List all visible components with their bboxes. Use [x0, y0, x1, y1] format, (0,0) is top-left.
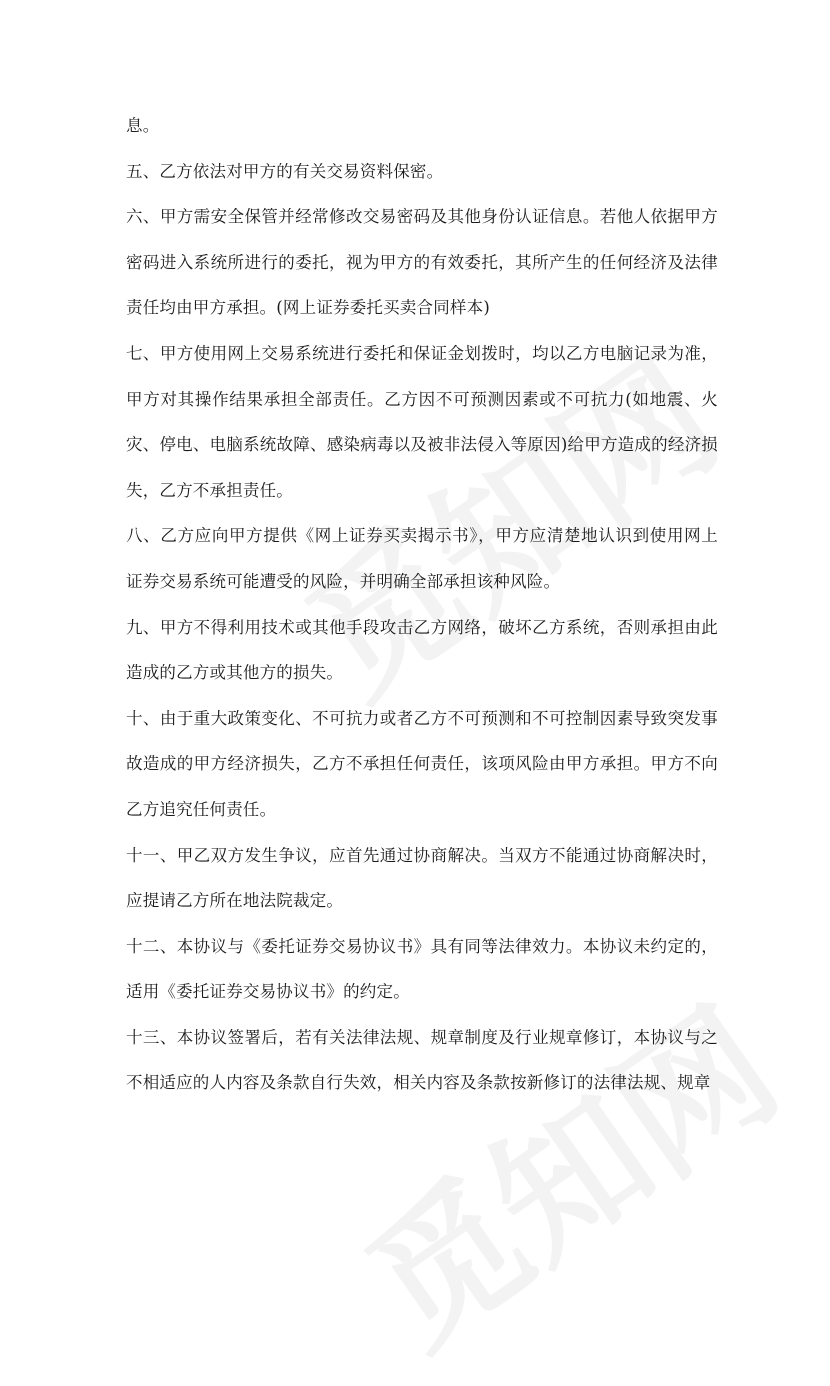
clause-6: 六、甲方需安全保管并经常修改交易密码及其他身份认证信息。若他人依据甲方密码进入系统所进行的委托，视为甲方的有效委托，其所产生的任何经济及法律责任均由甲方承担。(网上证券委托买卖合同样本) [126, 207, 718, 318]
clause-7: 七、甲方使用网上交易系统进行委托和保证金划拨时，均以乙方电脑记录为准，甲方对其操作结果承担全部责任。乙方因不可预测因素或不可抗力(如地震、火灾、停电、电脑系统故障、感染病毒以及被非法侵入等原因)给甲方造成的经济损失，乙方不承担责任。 [126, 343, 718, 500]
paragraph-continuation: 息。 [126, 116, 160, 135]
clause-12: 十二、本协议与《委托证券交易协议书》具有同等法律效力。本协议未约定的，适用《委托证券交易协议书》的约定。 [126, 936, 718, 1002]
clause-8: 八、乙方应向甲方提供《网上证券买卖揭示书》，甲方应清楚地认识到使用网上证券交易系统可能遭受的风险，并明确全部承担该种风险。 [126, 526, 718, 591]
clause-9: 九、甲方不得利用技术或其他手段攻击乙方网络，破坏乙方系统，否则承担由此造成的乙方或其他方的损失。 [126, 617, 718, 683]
clause-11: 十一、甲乙双方发生争议，应首先通过协商解决。当双方不能通过协商解决时，应提请乙方所在地法院裁定。 [126, 845, 718, 911]
document-body [126, 103, 718, 1106]
clause-5: 五、乙方依法对甲方的有关交易资料保密。 [126, 161, 444, 181]
clause-10: 十、由于重大政策变化、不可抗力或者乙方不可预测和不可控制因素导致突发事故造成的甲方经济损失，乙方不承担任何责任，该项风险由甲方承担。甲方不向乙方追究任何责任。 [126, 708, 718, 819]
clause-13: 十三、本协议签署后，若有关法律法规、规章制度及行业规章修订，本协议与之不相适应的人内容及条款自行失效，相关内容及条款按新修订的法律法规、规章 [126, 1027, 718, 1093]
